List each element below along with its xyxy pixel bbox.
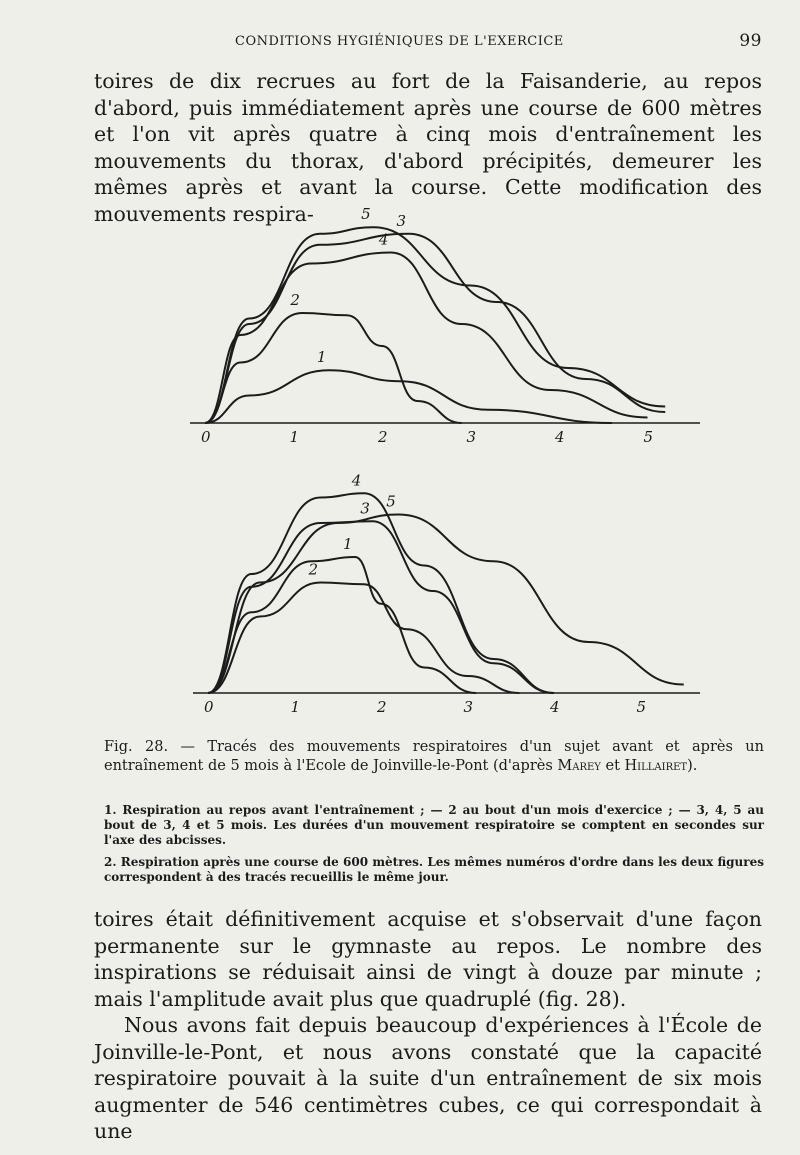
caption-author-2: Hillairet [624, 758, 688, 774]
chart-top [190, 205, 700, 446]
series-label-1: 1 [343, 535, 353, 553]
series-label-3: 3 [360, 499, 370, 518]
caption-conj: et [605, 758, 620, 774]
series-curve-2 [208, 583, 519, 694]
series-curve-3 [208, 521, 554, 693]
x-tick-label: 2 [377, 698, 387, 716]
figure-caption [104, 738, 764, 776]
caption-main: Fig. 28. — Tracés des mouvements respiratoires d'un sujet avant et après un entraînement de 5 mois à l'Ecole de Joinville-le-Pont (d'après [104, 739, 764, 774]
paragraph-top: toires de dix recrues au fort de la Faisanderie, au repos d'abord, puis immédiatement après une course de 600 mètres et l'on vit après quatre à cinq mois d'entraînement les mouvements du thorax, d'abord précipités, demeurer les mêmes après et avant la course. Cette modification des mouvements respira- [94, 69, 762, 226]
x-tick-label: 4 [550, 698, 560, 716]
series-label-2: 2 [308, 560, 318, 579]
page-number: 99 [739, 31, 762, 51]
x-tick-label: 0 [201, 428, 211, 446]
x-tick-label: 0 [204, 698, 214, 716]
chart-bottom [193, 471, 700, 716]
series-curve-3 [205, 234, 665, 423]
series-label-4: 4 [351, 471, 362, 490]
series-label-5: 5 [386, 492, 396, 511]
series-label-2: 2 [290, 291, 300, 309]
caption-note-1: 1. Respiration au repos avant l'entraînement ; — 2 au bout d'un mois d'exercice ; — 3, 4, 5 au bout de 3, 4 et 5 mois. Les durées d'un mouvement respiratoire se comptent en secondes sur l'axe des abcisses. [104, 803, 764, 847]
running-title: CONDITIONS HYGIÉNIQUES DE L'EXERCICE [235, 34, 564, 49]
x-tick-label: 3 [466, 428, 477, 446]
series-curve-1 [208, 557, 476, 693]
series-label-3: 3 [396, 211, 407, 230]
series-label-4: 4 [378, 230, 389, 249]
x-tick-label: 5 [643, 428, 654, 446]
caption-end: ). [687, 758, 698, 774]
caption-note-2: 2. Respiration après une course de 600 mètres. Les mêmes numéros d'ordre dans les deux figures correspondent à des tracés recueillis le même jour. [104, 855, 764, 884]
x-tick-label: 5 [636, 698, 647, 716]
series-label-5: 5 [361, 205, 371, 224]
caption-author-1: Marey [557, 758, 601, 774]
paragraph-bottom: toires était définitivement acquise et s'observait d'une façon permanente sur le gymnaste au repos. Le nombre des inspirations se réduisait ainsi de vingt à douze par minute ; mais l'amplitude avait plus que quadruplé (fig. 28). [94, 907, 762, 1011]
x-tick-label: 2 [378, 428, 388, 446]
x-tick-label: 4 [555, 428, 565, 446]
x-tick-label: 1 [290, 698, 301, 716]
x-tick-label: 3 [463, 698, 474, 716]
series-label-1: 1 [316, 348, 327, 367]
paragraph-last: Nous avons fait depuis beaucoup d'expériences à l'École de Joinville-le-Pont, et nous avons constaté que la capacité respiratoire pouvait à la suite d'un entraînement de six mois augmenter de 546 centimètres cubes, ce qui correspondait à une [94, 1013, 762, 1143]
x-tick-label: 1 [289, 428, 300, 446]
series-curve-5 [205, 227, 665, 423]
series-curve-2 [205, 313, 462, 423]
